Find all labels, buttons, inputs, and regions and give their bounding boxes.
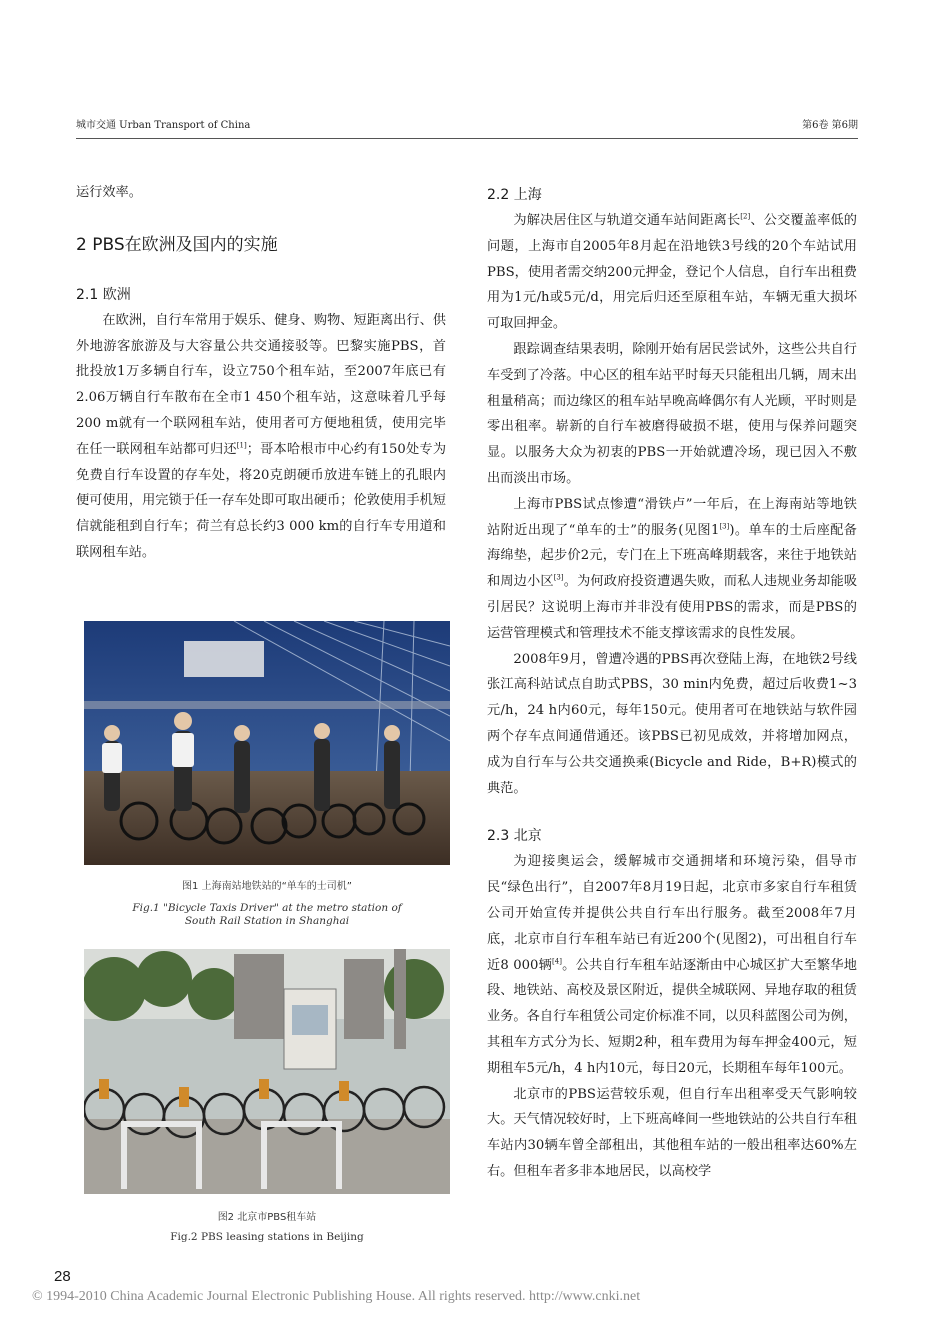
header-rule: [76, 138, 858, 139]
figure-2-caption: [76, 1211, 458, 1244]
figure-1-caption-zh: 图1 上海南站地铁站的“单车的士司机”: [182, 881, 352, 892]
paragraph-beijing-1: 为迎接奥运会，缓解城市交通拥堵和环境污染，倡导市民“绿色出行”，自2007年8月19日起，北京市多家自行车租赁公司开始宣传并提供公共自行车出行服务。截至2008年7月底，北京市自行车租车站已有近200个(见图2)，可出租自行车近8 000辆[4]。公共自行车租车站逐渐由中心城区扩大至繁华地段、地铁站、高校及景区附近，提供全城联网、异地存取的租赁业务。各自行车租赁公司定价标准不同，以贝科蓝图公司为例，其租车方式分为长、短期2种，租车费用为每车押金400元，短期租车5元/h，4 h内10元，每日20元，长期租车每年100元。: [487, 854, 857, 1076]
journal-name: 城市交通 Urban Transport of China: [76, 120, 251, 131]
figure-1-caption-en-2: South Rail Station in Shanghai: [184, 915, 350, 927]
paragraph-shanghai-3: 上海市PBS试点惨遭“滑铁卢”一年后，在上海南站等地铁站附近出现了“单车的士”的服务(见图1[3])。单车的士后座配备海绵垫，起步价2元，专门在上下班高峰期载客，来往于地铁站和周边小区[3]。为何政府投资遭遇失败，而私人违规业务却能吸引居民？这说明上海市并非没有使用PBS的需求，而是PBS的运营管理模式和管理技术不能支撑该需求的良性发展。: [487, 496, 858, 641]
ref-4: [4]: [552, 957, 562, 966]
running-header: [76, 116, 858, 138]
ref-3: [3]: [719, 522, 730, 531]
section-2-title: 2 PBS在欧洲及国内的实施: [76, 234, 278, 255]
figure-1-caption: [76, 880, 458, 928]
intro-tail: 运行效率。: [76, 185, 142, 200]
paragraph-shanghai-2: 跟踪调查结果表明，除刚开始有居民尝试外，这些公共自行车受到了冷落。中心区的租车站平时每天只能租出几辆，周末出租量稍高；而边缘区的租车站早晚高峰偶尔有人光顾，平时则是零出租率。崭新的自行车被磨得破损不堪，使用与保养问题突显。以服务大众为初衷的PBS一开始就遭冷场，现已因入不敷出而淡出市场。: [487, 341, 857, 486]
section-2-1-title: 2.1 欧洲: [76, 286, 131, 303]
figure-2-caption-en: Fig.2 PBS leasing stations in Beijing: [170, 1231, 364, 1243]
section-2-2-title: 2.2 上海: [487, 187, 542, 203]
section-2-3-title: 2.3 北京: [487, 828, 542, 845]
left-column: [76, 180, 446, 566]
bicycle-taxi-photo: [84, 621, 450, 865]
right-column: [487, 180, 857, 1185]
figure-2-photo: [84, 949, 450, 1194]
figure-1-caption-en-1: Fig.1 "Bicycle Taxis Driver" at the metro station of: [132, 902, 402, 914]
figure-2-caption-zh: 图2 北京市PBS租车站: [217, 1212, 317, 1223]
paragraph-europe: 在欧洲，自行车常用于娱乐、健身、购物、短距离出行、供外地游客旅游及与大容量公共交通接驳等。巴黎实施PBS，首批投放1万多辆自行车，设立750个租车站，至2007年底已有2.06万辆自行车散布在全市1 450个租车站，这意味着几乎每200 m就有一个联网租车站，使用者可方便地租赁，使用完毕在任一联网租车站都可归还[1]；哥本哈根市中心约有150处专为免费自行车设置的存车处，将20克朗硬币放进车链上的孔眼内便可使用，用完锁于任一存车处即可取出硬币；伦敦使用手机短信就能租到自行车；荷兰有总长约3 000 km的自行车专用道和联网租车站。: [76, 312, 447, 560]
page-number: 28: [54, 1268, 71, 1285]
copyright-footer: © 1994-2010 China Academic Journal Electronic Publishing House. All rights reserved. http://www.cnki.net: [32, 1289, 641, 1304]
paragraph-beijing-2: 北京市的PBS运营较乐观，但自行车出租率受天气影响较大。天气情况较好时，上下班高峰间一些地铁站的公共自行车租车站内30辆车曾全部租出，其他租车站的一般出租率达60%左右。但租车者多非本地居民，以高校学: [487, 1086, 857, 1179]
ref-1: [1]: [236, 441, 247, 450]
volume-issue: 第6卷 第6期: [802, 120, 858, 131]
beijing-pbs-station-photo: [84, 949, 450, 1194]
paragraph-shanghai-1: 为解决居住区与轨道交通车站间距离长[2]、公交覆盖率低的问题，上海市自2005年8月起在沿地铁3号线的20个车站试用PBS，使用者需交纳200元押金，登记个人信息，自行车出租费用为1元/h或5元/d，用完后归还至原租车站，车辆无重大损坏可取回押金。: [487, 212, 857, 332]
paragraph-shanghai-4: 2008年9月，曾遭冷遇的PBS再次登陆上海，在地铁2号线张江高科站试点自助式PBS，30 min内免费，超过后收费1~3元/h，24 h内60元，每年150元。使用者可在地铁站与软件园两个存车点间通借通还。该PBS已初见成效，并将增加网点，成为自行车与公共交通换乘(Bicycle and Ride，B+R)模式的典范。: [487, 651, 857, 796]
ref-3b: [3]: [553, 573, 564, 582]
ref-2: [2]: [740, 212, 751, 221]
figure-1-photo: [84, 621, 450, 865]
